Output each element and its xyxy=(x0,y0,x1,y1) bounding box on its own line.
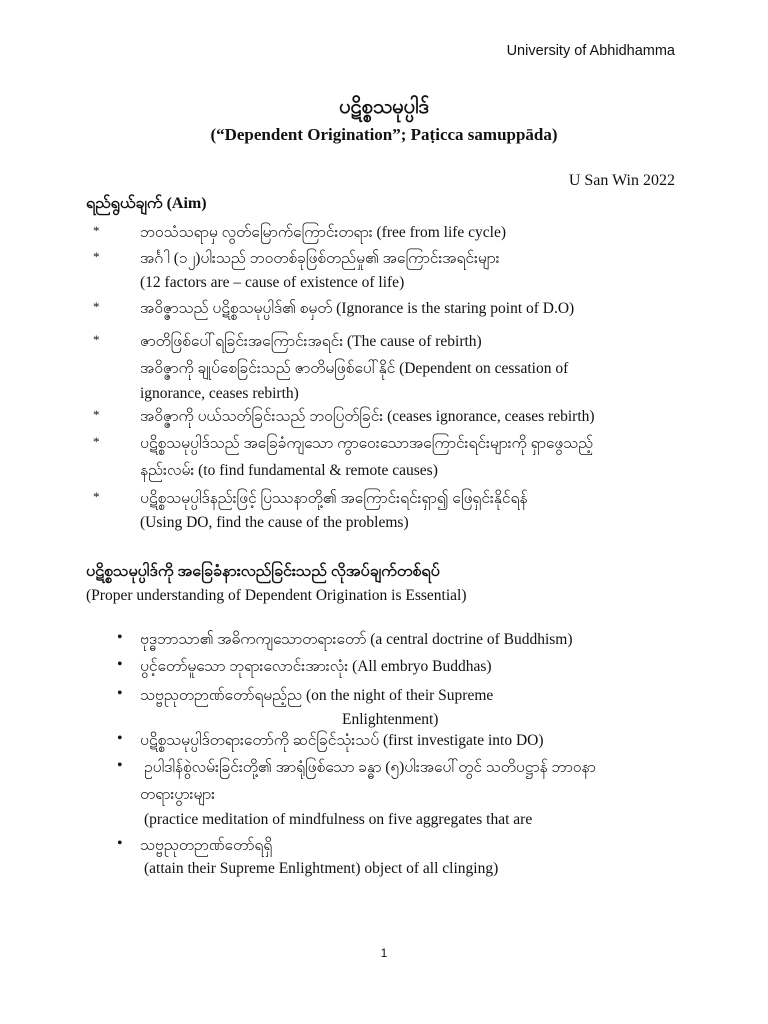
understanding-item-line: သဗ္ဗညုတဉာဏ်တော်ရရှိ xyxy=(140,837,273,854)
document-title: ပဋိစ္စသမုပ္ပါဒ် xyxy=(339,96,429,118)
understanding-item-line: သဗ္ဗညုတဉာဏ်တော်ရမည့်ည (on the night of their Supreme xyxy=(140,687,494,704)
dot-bullet: • xyxy=(117,629,123,646)
aim-heading: ရည်ရွယ်ချက် (Aim) xyxy=(86,195,207,212)
understanding-item-line: ဥပါဒါန်စွဲလမ်းခြင်းတို့၏ အာရုံဖြစ်သော ခန္ဓာ (၅)ပါးအပေါ်တွင် သတိပဋ္ဌာန် ဘာဝနာ xyxy=(144,759,596,776)
aim-item-line: အဝိဇ္ဇာကို ပယ်သတ်ခြင်းသည် ဘဝပြတ်ခြင်း (ceases ignorance, ceases rebirth) xyxy=(140,408,595,425)
understanding-subheading: (Proper understanding of Dependent Origination is Essential) xyxy=(86,587,467,604)
dot-bullet: • xyxy=(117,757,123,774)
star-bullet: * xyxy=(93,407,100,422)
aim-item-line: နည်းလမ်း (to find fundamental & remote causes) xyxy=(140,462,438,479)
aim-item-line: အဝိဇ္ဇာကို ချုပ်စေခြင်းသည် ဇာတိမဖြစ်ပေါ်နိုင် (Dependent on cessation of xyxy=(140,360,569,377)
understanding-item-line: (attain their Supreme Enlightment) object of all clinging) xyxy=(144,860,499,877)
star-bullet: * xyxy=(93,299,100,314)
page-number: 1 xyxy=(380,946,388,960)
dot-bullet: • xyxy=(117,656,123,673)
understanding-item-line: ပဋိစ္စသမုပ္ပါဒ်တရားတော်ကို ဆင်ခြင်သုံးသပ် (first investigate into DO) xyxy=(140,732,544,749)
aim-item-line: (12 factors are – cause of existence of life) xyxy=(140,274,405,291)
star-bullet: * xyxy=(93,332,100,347)
understanding-item-line: (practice meditation of mindfulness on five aggregates that are xyxy=(144,811,533,828)
understanding-item-line: ပွင့်တော်မူသော ဘုရားလောင်းအားလုံး (All embryo Buddhas) xyxy=(140,658,492,675)
aim-item-line: ပဋိစ္စသမုပ္ပါဒ်နည်းဖြင့် ပြဿနာတို့၏ အကြောင်းရင်းရှာ၍ ဖြေရှင်းနိုင်ရန် xyxy=(140,490,528,507)
aim-item-line: (Using DO, find the cause of the problems) xyxy=(140,514,409,531)
dot-bullet: • xyxy=(117,730,123,747)
dot-bullet: • xyxy=(117,835,123,852)
star-bullet: * xyxy=(93,223,100,238)
university-header: University of Abhidhamma xyxy=(506,43,675,59)
understanding-item-line: ဗုဒ္ဓဘာသာ၏ အဓိကကျသောတရားတော် (a central doctrine of Buddhism) xyxy=(140,631,573,648)
star-bullet: * xyxy=(93,489,100,504)
star-bullet: * xyxy=(93,249,100,264)
document-subtitle: (“Dependent Origination”; Paṭicca samuppāda) xyxy=(210,125,558,144)
author-year: U San Win 2022 xyxy=(568,172,675,189)
aim-item-line: အင်္ဂါ (၁၂)ပါးသည် ဘဝတစ်ခုဖြစ်တည်မှု၏ အကြောင်းအရင်းများ xyxy=(140,250,500,267)
understanding-item-line: Enlightenment) xyxy=(342,711,439,728)
aim-item-line: ဘဝသံသရာမှ လွတ်မြောက်ကြောင်းတရား (free from life cycle) xyxy=(140,224,507,241)
aim-item-line: ignorance, ceases rebirth) xyxy=(140,385,299,402)
understanding-heading: ပဋိစ္စသမုပ္ပါဒ်ကို အခြေခံနားလည်ခြင်းသည် လိုအပ်ချက်တစ်ရပ် xyxy=(86,563,440,580)
dot-bullet: • xyxy=(117,685,123,702)
aim-item-line: ပဋိစ္စသမုပ္ပါဒ်သည် အခြေခံကျသော ကွာဝေးသောအကြောင်းရင်းများကို ရှာဖွေသည့် xyxy=(140,435,594,452)
understanding-item-line: တရားပွားများ xyxy=(140,786,216,803)
aim-item-line: ဇာတိဖြစ်ပေါ်ရခြင်းအကြောင်းအရင်း (The cause of rebirth) xyxy=(140,333,482,350)
star-bullet: * xyxy=(93,434,100,449)
aim-item-line: အဝိဇ္ဇာသည် ပဋိစ္စသမုပ္ပါဒ်၏ စမှတ် (Ignorance is the staring point of D.O) xyxy=(140,300,575,317)
